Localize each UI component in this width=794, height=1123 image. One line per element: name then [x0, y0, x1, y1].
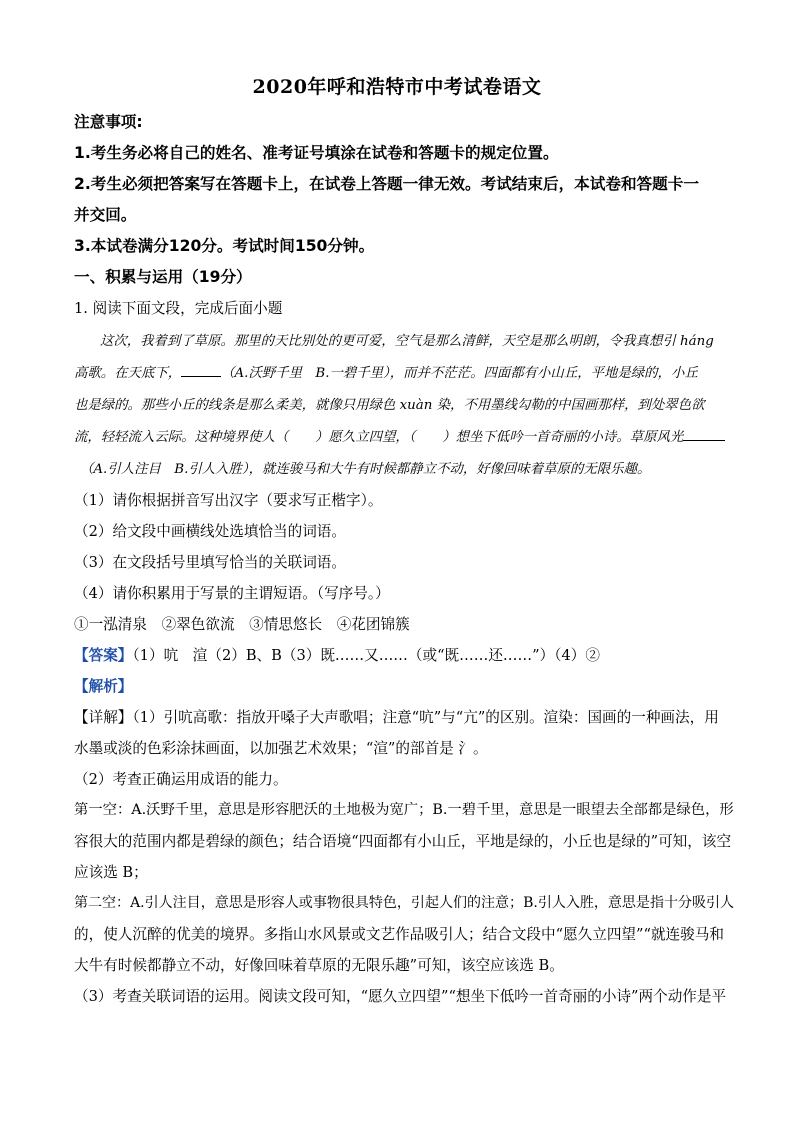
answer-line	[74, 644, 600, 665]
passage-line	[74, 394, 704, 413]
passage-line	[74, 362, 698, 381]
passage-line	[80, 458, 650, 477]
detail-line: 应该选 B；	[74, 864, 148, 881]
detail-line: （3）考查关联词语的运用。阅读文段可知，“愿久立四望”“想坐下低吟一首奇丽的小诗”两个动作是平	[74, 988, 727, 1005]
sub-question: （2）给文段中画横线处选填恰当的词语。	[74, 523, 346, 540]
detail-line: 容很大的范围内都是碧绿的颜色；结合语境“四面都有小山丘，平地是绿的，小丘也是绿的”可知，该空	[74, 833, 732, 850]
answer-label: 【答案】	[74, 647, 133, 664]
passage-text: 这次，我着到了草原。那里的天比别处的更可爱，空气是那么清鲜，天空是那么明朗，令我真想引 háng	[100, 334, 714, 349]
detail-line: 的，使人沉醉的优美的境界。多指山水风景或文艺作品吸引人；结合文段中“愿久立四望”“就连骏马和	[74, 926, 724, 943]
detail-label: 【详解】	[74, 709, 133, 726]
detail-line: （2）考查正确运用成语的能力。	[74, 771, 288, 788]
section-heading: 一、积累与运用（19分）	[74, 268, 252, 286]
detail-line: 水墨或淡的色彩涂抹画面，以加强艺术效果；“渲”的部首是 氵。	[74, 740, 488, 757]
fill-blank	[181, 364, 221, 377]
sub-question: （1）请你根据拼音写出汉字（要求写正楷字）。	[74, 492, 383, 509]
notice-item: 3.本试卷满分120分。考试时间150分钟。	[74, 237, 375, 255]
detail-line	[74, 706, 719, 727]
notice-heading: 注意事项:	[74, 113, 143, 131]
passage-text: 高歌。在天底下，	[74, 366, 182, 381]
fill-blank	[683, 428, 725, 441]
passage-text: （A.沃野千里 B.一碧千里），而并不茫茫。四面都有小山丘，平地是绿的，小丘	[221, 366, 698, 381]
passage-line	[74, 426, 725, 445]
passage-text: （A.引人注目 B.引人入胜），就连骏马和大牛有时候都静立不动，好像回味着草原的无限乐趣。	[80, 462, 651, 477]
page-title: 2020年呼和浩特市中考试卷语文	[252, 76, 542, 98]
detail-line: 第一空：A.沃野千里，意思是形容肥沃的土地极为宽广；B.一碧千里，意思是一眼望去全部都是绿色，形	[74, 802, 734, 818]
answer-text: （1）吭 渲（2）B、B（3）既……又……（或“既……还……”）（4）②	[132, 647, 600, 664]
detail-line: 第二空：A.引人注目，意思是形容人或事物很具特色，引起人们的注意；B.引人入胜，意思是指十分吸引人	[74, 895, 735, 911]
sub-question: （3）在文段括号里填写恰当的关联词语。	[74, 554, 346, 571]
answer-options: ①一泓清泉 ②翠色欲流 ③情思悠长 ④花团锦簇	[74, 616, 410, 633]
notice-item: 1.考生务必将自己的姓名、准考证号填涂在试卷和答题卡的规定位置。	[74, 144, 559, 162]
passage-line	[100, 330, 714, 349]
sub-question: （4）请你积累用于写景的主谓短语。（写序号。）	[74, 585, 390, 602]
detail-line: 大牛有时候都静立不动，好像回味着草原的无限乐趣”可知，该空应该选 B。	[74, 957, 564, 974]
analysis-label: 【解析】	[74, 678, 133, 695]
notice-item: 并交回。	[74, 206, 137, 224]
question-prompt: 1. 阅读下面文段，完成后面小题	[74, 300, 283, 317]
passage-text: 也是绿的。那些小丘的线条是那么柔美，就像只用绿色 xuàn 染，不用墨线勾勒的中国画那样，到处翠色欲	[74, 398, 705, 413]
passage-text: 流，轻轻流入云际。这种境界使人（ ）愿久立四望，（ ）想坐下低吟一首奇丽的小诗。草原风光	[74, 430, 684, 445]
detail-text: （1）引吭高歌：指放开嗓子大声歌唱；注意“吭”与“亢”的区别。渲染：国画的一种画法，用	[132, 709, 719, 726]
notice-item: 2.考生必须把答案写在答题卡上，在试卷上答题一律无效。考试结束后，本试卷和答题卡一	[74, 175, 699, 193]
analysis-line	[74, 675, 132, 696]
